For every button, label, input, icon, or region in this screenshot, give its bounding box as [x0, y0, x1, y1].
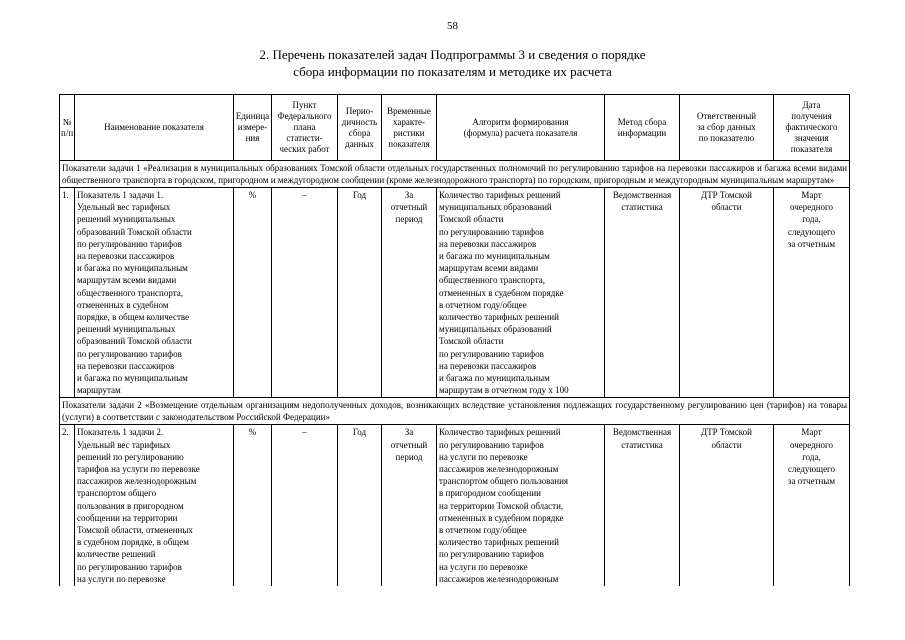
time-cell: За отчетный период [382, 425, 437, 586]
header-time: Временные характе- ристики показателя [382, 95, 437, 161]
task-2-text: Показатели задачи 2 «Возмещение отдельным организациям недополученных доходов, возникающих вследствие установления подлежащих государственному регулированию цен (тарифов) на товары (услуги) в соответствии с законодательством Российской Федерации» [60, 398, 850, 425]
header-row [60, 95, 850, 161]
header-period: Перио- дичность сбора данных [338, 95, 382, 161]
title-line: 2. Перечень показателей задач Подпрограммы 3 и сведения о порядке [259, 47, 646, 62]
period-cell: Год [338, 188, 382, 398]
page-number: 58 [447, 20, 458, 32]
task-row [60, 398, 850, 425]
row-num: 1. [60, 188, 75, 398]
responsible-cell: ДТР Томской области [680, 425, 774, 586]
fed-plan-cell: – [272, 425, 338, 586]
indicators-table [59, 94, 850, 586]
date-cell: Март очередного года, следующего за отчетным [774, 188, 850, 398]
title-line: сбора информации по показателям и методике их расчета [293, 64, 612, 79]
header-fed-plan: Пункт Федерального плана статисти- ческих работ [272, 95, 338, 161]
header-date: Дата получения фактического значения показателя [774, 95, 850, 161]
responsible-cell: ДТР Томской области [680, 188, 774, 398]
method-cell: Ведомственная статистика [605, 188, 680, 398]
indicator-name: Показатель 1 задачи 2. Удельный вес тарифных решений по регулированию тарифов на услуги по перевозке пассажиров железнодорожным транспортом общего пользования в пригородном сообщении на территории Томской области, отмененных в судебном порядке, в общем количестве решений по регулированию тарифов на услуги по перевозке [75, 425, 234, 586]
header-num: № п/п [60, 95, 75, 161]
period-cell: Год [338, 425, 382, 586]
header-algorithm: Алгоритм формирования (формула) расчета показателя [437, 95, 605, 161]
row-num: 2. [60, 425, 75, 586]
header-responsible: Ответственный за сбор данных по показателю [680, 95, 774, 161]
header-unit: Единица измере- ния [234, 95, 272, 161]
indicator-name: Показатель 1 задачи 1. Удельный вес тарифных решений муниципальных образований Томской области по регулированию тарифов на перевозки пассажиров и багажа по муниципальным маршрутам всеми видами общественного транспорта, отмененных в судебном порядке, в общем количестве решений муниципальных образований Томской области по регулированию тарифов на перевозки пассажиров и багажа по муниципальным маршрутам [75, 188, 234, 398]
fed-plan-cell: – [272, 188, 338, 398]
date-cell: Март очередного года, следующего за отчетным [774, 425, 850, 586]
unit-cell: % [234, 188, 272, 398]
header-method: Метод сбора информации [605, 95, 680, 161]
method-cell: Ведомственная статистика [605, 425, 680, 586]
algorithm-cell: Количество тарифных решений по регулированию тарифов на услуги по перевозке пассажиров железнодорожным транспортом общего пользования в пригородном сообщении на территории Томской области, отмененных в судебном порядке в отчетном году/общее количество тарифных решений по регулированию тарифов на услуги по перевозке пассажиров железнодорожным [437, 425, 605, 586]
table-row [60, 188, 850, 398]
task-row [60, 161, 850, 188]
algorithm-cell: Количество тарифных решений муниципальных образований Томской области по регулированию тарифов на перевозки пассажиров и багажа по муниципальным маршрутам всеми видами общественного транспорта, отмененных в судебном порядке в отчетном году/общее количество тарифных решений муниципальных образований Томской области по регулированию тарифов на перевозки пассажиров и багажа по муниципальным маршрутам в отчетном году x 100 [437, 188, 605, 398]
table-row [60, 425, 850, 586]
page-title [0, 46, 905, 80]
task-1-text: Показатели задачи 1 «Реализация в муниципальных образованиях Томской области отдельных государственных полномочий по регулированию тарифов на перевозки пассажиров и багажа всеми видами общественного транспорта в городском, пригородном и междугородном сообщении (кроме железнодорожного транспорта) по городским, пригородным и междугородным муниципальным маршрутам» [60, 161, 850, 188]
header-name: Наименование показателя [75, 95, 234, 161]
unit-cell: % [234, 425, 272, 586]
time-cell: За отчетный период [382, 188, 437, 398]
